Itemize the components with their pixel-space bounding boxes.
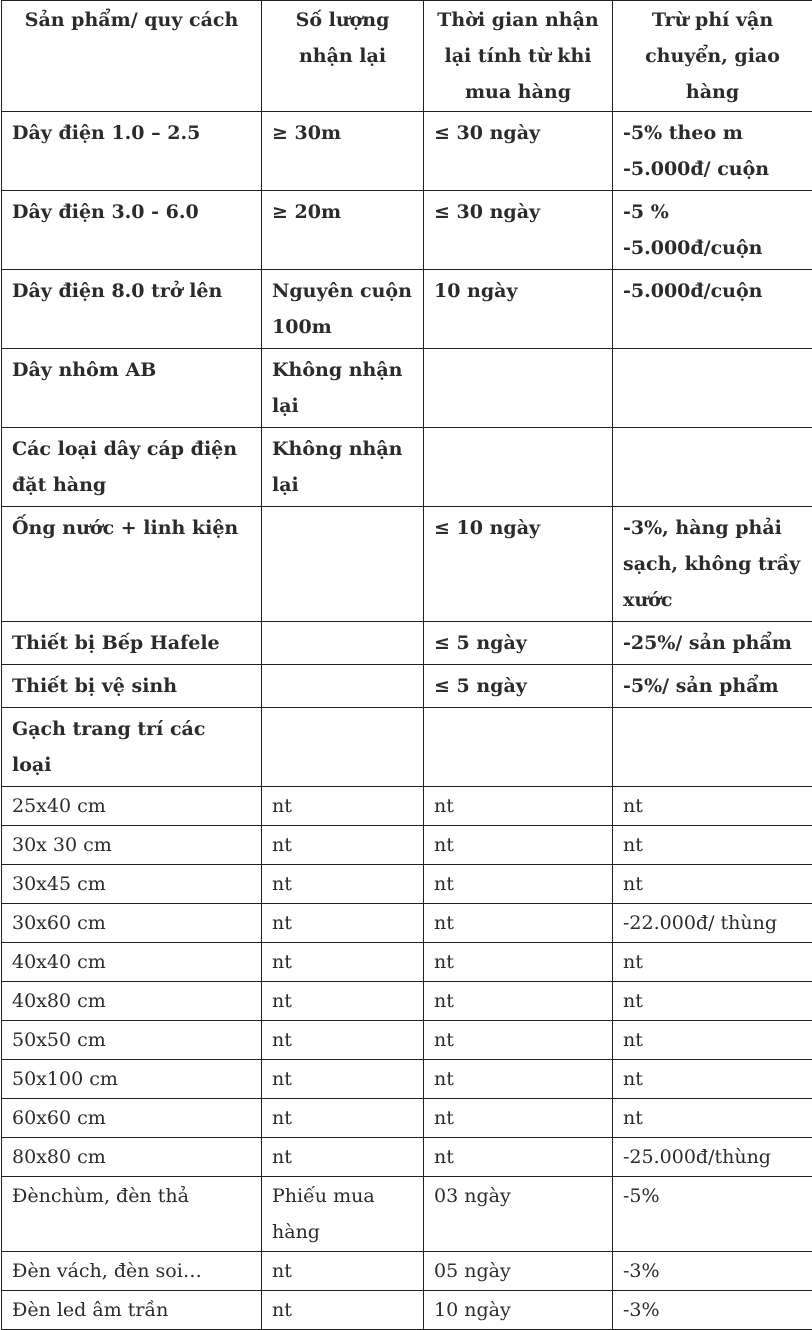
- cell-quantity: [262, 708, 424, 787]
- cell-quantity: nt: [262, 1021, 424, 1060]
- cell-quantity: nt: [262, 1291, 424, 1330]
- cell-product: Dây nhôm AB: [2, 349, 262, 428]
- table-row: [2, 1252, 812, 1291]
- cell-shipping-fee: -22.000đ/ thùng: [613, 904, 812, 943]
- table-row: [2, 1291, 812, 1330]
- cell-return-time: ≤ 5 ngày: [424, 665, 613, 708]
- cell-quantity: nt: [262, 787, 424, 826]
- cell-return-time: ≤ 30 ngày: [424, 191, 613, 270]
- table-row: [2, 826, 812, 865]
- cell-quantity: nt: [262, 1099, 424, 1138]
- table-header: [2, 1, 812, 112]
- table-row: [2, 270, 812, 349]
- table-row: [2, 865, 812, 904]
- cell-return-time: nt: [424, 982, 613, 1021]
- cell-return-time: [424, 349, 613, 428]
- cell-quantity: [262, 622, 424, 665]
- table-body: [2, 112, 812, 1330]
- cell-product: 30x60 cm: [2, 904, 262, 943]
- header-row: [2, 1, 812, 112]
- cell-quantity: Không nhận lại: [262, 428, 424, 507]
- cell-shipping-fee: [613, 349, 812, 428]
- cell-return-time: 10 ngày: [424, 270, 613, 349]
- cell-product: Đèn vách, đèn soi…: [2, 1252, 262, 1291]
- cell-quantity: Phiếu mua hàng: [262, 1177, 424, 1252]
- cell-return-time: ≤ 5 ngày: [424, 622, 613, 665]
- cell-product: 80x80 cm: [2, 1138, 262, 1177]
- cell-shipping-fee: nt: [613, 1021, 812, 1060]
- cell-quantity: Không nhận lại: [262, 349, 424, 428]
- cell-quantity: nt: [262, 1252, 424, 1291]
- cell-product: Đèn led âm trần: [2, 1291, 262, 1330]
- cell-product: Các loại dây cáp điện đặt hàng: [2, 428, 262, 507]
- cell-return-time: 03 ngày: [424, 1177, 613, 1252]
- cell-quantity: nt: [262, 826, 424, 865]
- cell-shipping-fee: nt: [613, 787, 812, 826]
- table-row: [2, 191, 812, 270]
- cell-product: Thiết bị vệ sinh: [2, 665, 262, 708]
- cell-shipping-fee: -3%: [613, 1291, 812, 1330]
- cell-product: Ống nước + linh kiện: [2, 507, 262, 622]
- cell-quantity: nt: [262, 982, 424, 1021]
- cell-shipping-fee: [613, 708, 812, 787]
- cell-shipping-fee: nt: [613, 826, 812, 865]
- cell-product: 30x 30 cm: [2, 826, 262, 865]
- cell-quantity: [262, 665, 424, 708]
- cell-product: Thiết bị Bếp Hafele: [2, 622, 262, 665]
- cell-shipping-fee: [613, 428, 812, 507]
- cell-quantity: Nguyên cuộn 100m: [262, 270, 424, 349]
- header-product: Sản phẩm/ quy cách: [2, 1, 262, 112]
- table-row: [2, 904, 812, 943]
- cell-shipping-fee: -5%: [613, 1177, 812, 1252]
- cell-product: Dây điện 1.0 – 2.5: [2, 112, 262, 191]
- cell-quantity: [262, 507, 424, 622]
- table-row: [2, 1177, 812, 1252]
- cell-return-time: nt: [424, 826, 613, 865]
- table-row: [2, 112, 812, 191]
- cell-product: 25x40 cm: [2, 787, 262, 826]
- header-return-time: Thời gian nhận lại tính từ khi mua hàng: [424, 1, 613, 112]
- cell-product: Dây điện 8.0 trở lên: [2, 270, 262, 349]
- cell-shipping-fee: -5.000đ/cuộn: [613, 270, 812, 349]
- cell-product: 50x50 cm: [2, 1021, 262, 1060]
- cell-return-time: nt: [424, 943, 613, 982]
- cell-return-time: nt: [424, 1021, 613, 1060]
- cell-shipping-fee: -25.000đ/thùng: [613, 1138, 812, 1177]
- cell-return-time: nt: [424, 904, 613, 943]
- cell-return-time: [424, 428, 613, 507]
- cell-return-time: nt: [424, 865, 613, 904]
- table-row: [2, 428, 812, 507]
- cell-quantity: nt: [262, 865, 424, 904]
- cell-return-time: 10 ngày: [424, 1291, 613, 1330]
- cell-product: Dây điện 3.0 - 6.0: [2, 191, 262, 270]
- cell-shipping-fee: -25%/ sản phẩm: [613, 622, 812, 665]
- cell-shipping-fee: -3%: [613, 1252, 812, 1291]
- table-row: [2, 349, 812, 428]
- cell-shipping-fee: -5 % -5.000đ/cuộn: [613, 191, 812, 270]
- cell-quantity: nt: [262, 1060, 424, 1099]
- table-row: [2, 1060, 812, 1099]
- cell-product: 60x60 cm: [2, 1099, 262, 1138]
- cell-product: Đènchùm, đèn thả: [2, 1177, 262, 1252]
- cell-shipping-fee: nt: [613, 1060, 812, 1099]
- cell-shipping-fee: -5%/ sản phẩm: [613, 665, 812, 708]
- header-quantity: Số lượng nhận lại: [262, 1, 424, 112]
- cell-return-time: ≤ 10 ngày: [424, 507, 613, 622]
- cell-return-time: nt: [424, 787, 613, 826]
- table-row: [2, 943, 812, 982]
- cell-quantity: nt: [262, 904, 424, 943]
- table-row: [2, 708, 812, 787]
- table-row: [2, 982, 812, 1021]
- cell-quantity: ≥ 30m: [262, 112, 424, 191]
- table-row: [2, 1021, 812, 1060]
- header-shipping-fee: Trừ phí vận chuyển, giao hàng: [613, 1, 812, 112]
- cell-shipping-fee: -5% theo m -5.000đ/ cuộn: [613, 112, 812, 191]
- table-row: [2, 1099, 812, 1138]
- cell-shipping-fee: nt: [613, 865, 812, 904]
- cell-quantity: nt: [262, 1138, 424, 1177]
- table-row: [2, 622, 812, 665]
- cell-quantity: ≥ 20m: [262, 191, 424, 270]
- cell-product: 40x40 cm: [2, 943, 262, 982]
- table-row: [2, 507, 812, 622]
- cell-return-time: [424, 708, 613, 787]
- cell-return-time: 05 ngày: [424, 1252, 613, 1291]
- cell-shipping-fee: nt: [613, 982, 812, 1021]
- cell-product: Gạch trang trí các loại: [2, 708, 262, 787]
- cell-return-time: nt: [424, 1060, 613, 1099]
- cell-product: 40x80 cm: [2, 982, 262, 1021]
- table-row: [2, 665, 812, 708]
- table-row: [2, 787, 812, 826]
- cell-shipping-fee: nt: [613, 1099, 812, 1138]
- cell-shipping-fee: -3%, hàng phải sạch, không trầy xước: [613, 507, 812, 622]
- table-row: [2, 1138, 812, 1177]
- cell-return-time: nt: [424, 1099, 613, 1138]
- cell-quantity: nt: [262, 943, 424, 982]
- return-policy-table: [1, 0, 812, 1330]
- cell-product: 50x100 cm: [2, 1060, 262, 1099]
- cell-return-time: nt: [424, 1138, 613, 1177]
- cell-product: 30x45 cm: [2, 865, 262, 904]
- cell-return-time: ≤ 30 ngày: [424, 112, 613, 191]
- cell-shipping-fee: nt: [613, 943, 812, 982]
